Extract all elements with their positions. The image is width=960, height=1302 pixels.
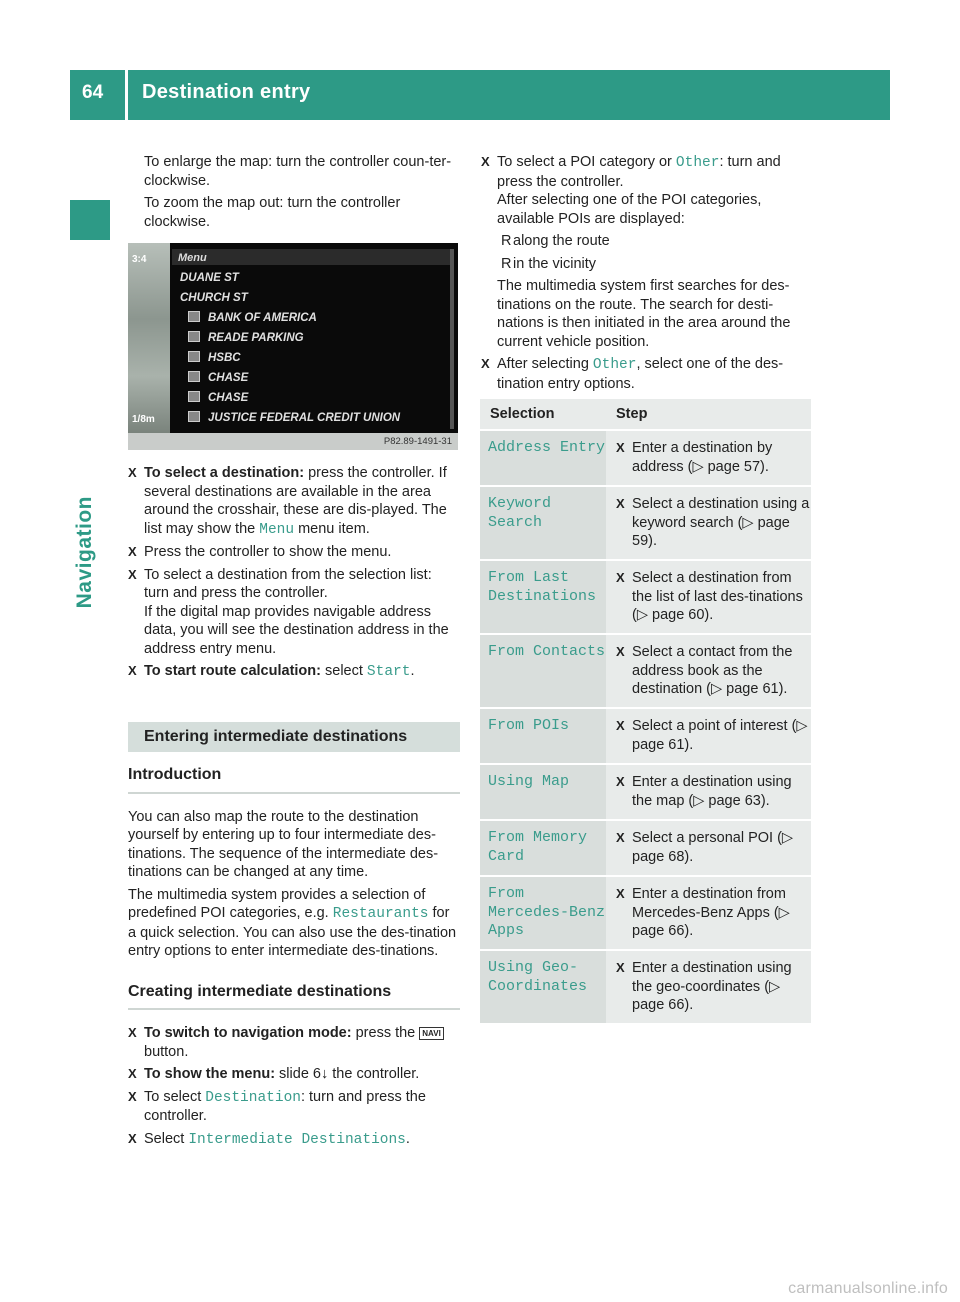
table-row — [480, 877, 811, 951]
intro-body-2: The multimedia system provides a selection of predefined POI categories, e.g. Restaurants for a quick selection. You can also use the des-tination entry options to enter intermediate des-tinations. — [128, 886, 457, 959]
list-item: READE PARKING — [188, 331, 304, 345]
intro-paragraph-1: To enlarge the map: turn the controller coun-ter-clockwise. — [144, 154, 452, 189]
step-arrow-icon: X — [616, 440, 625, 455]
step-arrow-icon: X — [616, 570, 625, 585]
step-arrow-icon: X — [128, 1088, 137, 1104]
bullet-icon: R — [501, 233, 512, 249]
subheading-introduction: Introduction — [128, 766, 460, 794]
selection-cell: From Contacts — [480, 635, 606, 709]
step-arrow-icon: X — [616, 718, 625, 733]
step-select-destination-menu: X To select Destination: turn and press the controller. — [128, 1088, 426, 1124]
selection-cell: From Mercedes-Benz Apps — [480, 877, 606, 951]
list-item: CHASE — [188, 391, 248, 405]
scrollbar — [450, 249, 454, 429]
list-item: CHURCH ST — [180, 292, 248, 304]
selection-cell: Keyword Search — [480, 487, 606, 561]
poi-icon — [188, 391, 200, 402]
step-after-selecting-other: X After selecting Other, select one of the des-tination entry options. — [481, 356, 784, 392]
subheading-creating: Creating intermediate destinations — [128, 983, 460, 1011]
selection-cell: From Last Destinations — [480, 561, 606, 635]
selection-table-wrapper — [480, 399, 811, 1025]
step-select-poi-category: X To select a POI category or Other: turn and press the controller. After selecting one of the POI categories, available POIs are displayed: R along the route R in the vicinity The multimedia system first searches for des-tinations on the route. The search for desti-nations is then initiated in the area around the current vehicle position. — [481, 153, 813, 351]
poi-icon — [188, 371, 200, 382]
poi-icon — [188, 331, 200, 342]
column-header-selection: Selection — [480, 399, 606, 431]
image-caption: P82.89-1491-31 — [128, 433, 458, 450]
page-header — [70, 70, 890, 120]
step-select-intermediate: X Select Intermediate Destinations. — [128, 1130, 410, 1148]
table-header-row — [480, 399, 811, 431]
step-arrow-icon: X — [128, 1025, 137, 1040]
list-item: R along the route — [501, 233, 610, 249]
step-arrow-icon: X — [616, 886, 625, 901]
step-cell: X Select a contact from the address book as the destination (▷ page 61). — [606, 635, 811, 709]
step-cell: X Enter a destination from Mercedes-Benz Apps (▷ page 66). — [606, 877, 811, 951]
step-cell: X Enter a destination by address (▷ page 57). — [606, 431, 811, 487]
section-tab-marker — [70, 200, 110, 240]
left-column — [128, 153, 460, 231]
page-number: 64 — [82, 82, 104, 103]
step-arrow-icon: X — [128, 566, 137, 582]
navi-key-icon: NAVI — [419, 1027, 444, 1040]
controller-slide-icon: 6 — [312, 1066, 321, 1082]
step-arrow-icon: X — [128, 663, 137, 678]
table-row — [480, 709, 811, 765]
step-arrow-icon: X — [616, 774, 625, 789]
section-heading: Entering intermediate destinations — [128, 722, 460, 753]
left-column-steps — [128, 464, 460, 1153]
list-item: HSBC — [188, 351, 241, 365]
table-row — [480, 561, 811, 635]
list-item: JUSTICE FEDERAL CREDIT UNION — [188, 411, 400, 425]
list-item: R in the vicinity — [501, 255, 597, 272]
menu-label: Menu — [172, 249, 454, 265]
poi-icon — [188, 411, 200, 422]
bullet-icon: R — [501, 255, 512, 272]
step-arrow-icon: X — [128, 1066, 137, 1081]
step-arrow-icon: X — [481, 154, 490, 169]
table-row — [480, 635, 811, 709]
intro-paragraph-2: To zoom the map out: turn the controller clockwise. — [144, 195, 401, 230]
step-arrow-icon: X — [128, 544, 137, 559]
table-row — [480, 821, 811, 877]
watermark: carmanualsonline.info — [788, 1279, 948, 1297]
map-scale-bottom: 1/8m — [132, 414, 155, 425]
selection-table — [480, 399, 811, 1025]
step-cell: X Select a personal POI (▷ page 68). — [606, 821, 811, 877]
selection-cell: Address Entry — [480, 431, 606, 487]
navigation-screen-image — [128, 243, 458, 450]
step-show-menu: X Press the controller to show the menu. — [128, 544, 392, 560]
table-row — [480, 487, 811, 561]
step-cell: X Select a destination from the list of last des-tinations (▷ page 60). — [606, 561, 811, 635]
table-row — [480, 431, 811, 487]
list-item: CHASE — [188, 371, 248, 385]
step-cell: X Select a destination using a keyword search (▷ page 59). — [606, 487, 811, 561]
selection-cell: Using Geo-Coordinates — [480, 951, 606, 1025]
map-scale-top: 3:4 — [132, 254, 147, 265]
table-row — [480, 765, 811, 821]
selection-cell: Using Map — [480, 765, 606, 821]
step-start-route: X To start route calculation: select Start. — [128, 663, 415, 680]
step-arrow-icon: X — [616, 830, 625, 845]
step-cell: X Enter a destination using the geo-coordinates (▷ page 66). — [606, 951, 811, 1025]
step-select-destination: X To select a destination: press the controller. If several destinations are available in the area around the crosshair, these are dis-played. The list may show the Menu menu item. — [128, 465, 447, 538]
poi-icon — [188, 351, 200, 362]
selection-cell: From Memory Card — [480, 821, 606, 877]
step-navigation-mode: X To switch to navigation mode: press the NAVI button. — [128, 1024, 460, 1061]
step-show-menu-slide: X To show the menu: slide 6↓ the controller. — [128, 1066, 420, 1082]
table-row — [480, 951, 811, 1025]
list-item: BANK OF AMERICA — [188, 311, 317, 325]
selection-cell: From POIs — [480, 709, 606, 765]
poi-icon — [188, 311, 200, 322]
step-cell: X Enter a destination using the map (▷ page 63). — [606, 765, 811, 821]
page-title: Destination entry — [142, 81, 311, 103]
step-arrow-icon: X — [616, 960, 625, 975]
map-preview — [128, 243, 170, 433]
step-arrow-icon: X — [128, 465, 137, 480]
intro-body-1: You can also map the route to the destination yourself by entering up to four intermediate des-tinations. The sequence of the intermediate des-tinations can be changed at any time. — [128, 808, 439, 880]
step-arrow-icon: X — [128, 1130, 137, 1146]
step-arrow-icon: X — [616, 644, 625, 659]
header-divider — [125, 70, 128, 120]
section-label: Navigation — [73, 496, 96, 609]
step-arrow-icon: X — [481, 356, 490, 371]
right-column — [481, 153, 813, 397]
step-cell: X Select a point of interest (▷ page 61). — [606, 709, 811, 765]
step-arrow-icon: X — [616, 496, 625, 511]
step-select-from-list: X To select a destination from the selection list: turn and press the controller. If the digital map provides navigable address data, you will see the destination address in the address entry menu. — [128, 566, 449, 657]
column-header-step: Step — [606, 399, 811, 431]
search-explanation: The multimedia system first searches for des-tinations on the route. The search for desti-nations is then initiated in the area around the current vehicle position. — [497, 278, 791, 350]
list-item: DUANE ST — [180, 272, 239, 284]
